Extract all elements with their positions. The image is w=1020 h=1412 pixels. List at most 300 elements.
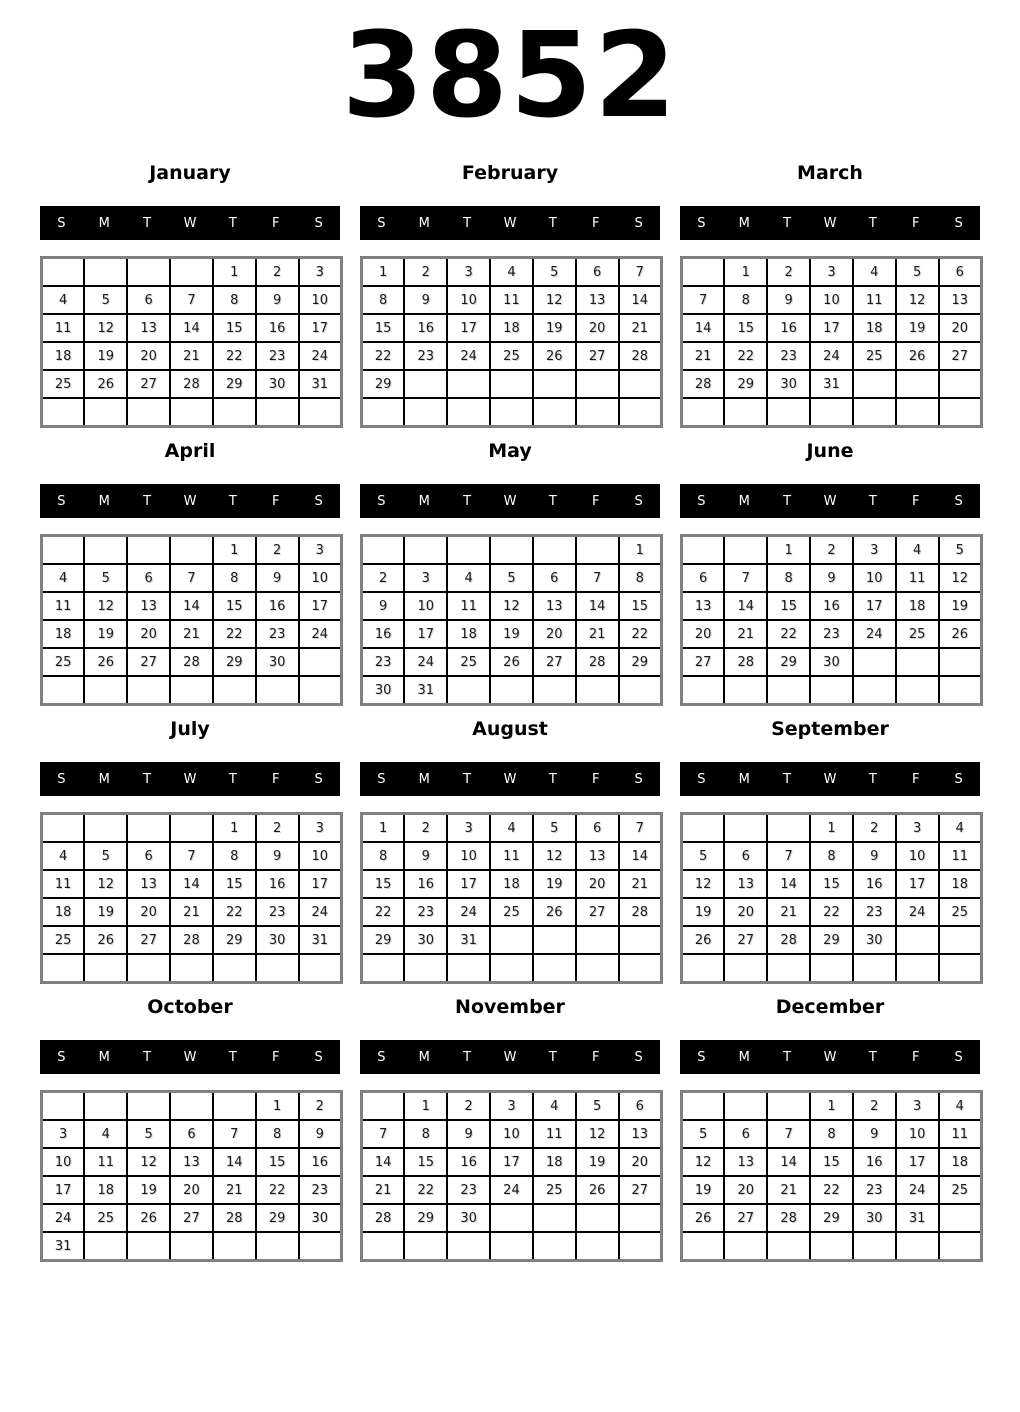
month-day-grid [360, 1090, 663, 1262]
week-row [42, 592, 342, 620]
day-cell: 27 [576, 898, 619, 926]
day-cell: 12 [682, 1148, 725, 1176]
day-cell: 18 [896, 592, 939, 620]
month-title: December [775, 996, 885, 1018]
week-row [42, 842, 342, 870]
day-cell [619, 370, 662, 398]
day-cell [767, 814, 810, 843]
day-cell: 15 [256, 1148, 299, 1176]
week-row [682, 398, 982, 427]
day-cell: 1 [404, 1092, 447, 1121]
day-cell: 25 [533, 1176, 576, 1204]
weekday-label: F [271, 771, 280, 787]
day-cell: 15 [404, 1148, 447, 1176]
week-row [682, 842, 982, 870]
day-cell: 15 [810, 1148, 853, 1176]
weekday-label: S [57, 771, 66, 787]
day-cell [896, 648, 939, 676]
day-cell: 30 [256, 370, 299, 398]
month-title: August [472, 718, 548, 740]
weekday-label: S [634, 771, 643, 787]
week-row [682, 648, 982, 676]
month-day-grid [40, 1090, 343, 1262]
month-day-grid [680, 812, 983, 984]
day-cell: 2 [404, 258, 447, 287]
day-cell: 15 [362, 870, 405, 898]
week-row [362, 592, 662, 620]
day-cell: 23 [256, 620, 299, 648]
day-cell: 27 [619, 1176, 662, 1204]
day-cell: 28 [767, 926, 810, 954]
weekday-label: S [954, 1049, 963, 1065]
day-cell: 11 [447, 592, 490, 620]
day-cell: 16 [256, 870, 299, 898]
day-cell: 15 [213, 870, 256, 898]
day-cell [84, 1232, 127, 1261]
day-cell: 30 [256, 926, 299, 954]
day-cell: 24 [447, 342, 490, 370]
month-block [680, 150, 980, 428]
weekday-label: F [591, 493, 600, 509]
day-cell [724, 398, 767, 427]
week-row [362, 1148, 662, 1176]
day-cell [939, 926, 982, 954]
day-cell: 19 [682, 1176, 725, 1204]
day-cell: 23 [853, 1176, 896, 1204]
weekday-label: W [503, 771, 517, 787]
day-cell [682, 1232, 725, 1261]
month-block [680, 706, 980, 984]
weekday-header [40, 484, 340, 518]
day-cell: 23 [362, 648, 405, 676]
weekday-label: T [143, 771, 152, 787]
weekday-label: S [697, 1049, 706, 1065]
day-cell [619, 1232, 662, 1261]
day-cell: 26 [84, 926, 127, 954]
day-cell: 3 [810, 258, 853, 287]
day-cell: 27 [576, 342, 619, 370]
day-cell: 10 [299, 842, 342, 870]
day-cell [490, 536, 533, 565]
month-block [680, 428, 980, 706]
weekday-label: S [634, 1049, 643, 1065]
day-cell: 17 [299, 592, 342, 620]
day-cell: 4 [42, 286, 85, 314]
day-cell: 14 [576, 592, 619, 620]
day-cell: 27 [127, 926, 170, 954]
day-cell [256, 1232, 299, 1261]
day-cell: 1 [810, 814, 853, 843]
day-cell [170, 536, 213, 565]
day-cell: 4 [490, 258, 533, 287]
weekday-label: F [591, 771, 600, 787]
day-cell: 16 [256, 592, 299, 620]
day-cell: 20 [724, 898, 767, 926]
day-cell: 6 [576, 814, 619, 843]
weekday-label: W [503, 493, 517, 509]
weekday-label: W [823, 771, 837, 787]
day-cell [213, 954, 256, 983]
day-cell: 19 [490, 620, 533, 648]
day-cell [619, 926, 662, 954]
day-cell [447, 676, 490, 705]
day-cell [533, 954, 576, 983]
month-day-grid [40, 812, 343, 984]
day-cell: 10 [404, 592, 447, 620]
day-cell: 2 [853, 814, 896, 843]
day-cell: 23 [256, 342, 299, 370]
day-cell [362, 954, 405, 983]
weekday-label: W [823, 1049, 837, 1065]
day-cell: 22 [404, 1176, 447, 1204]
day-cell: 1 [213, 814, 256, 843]
day-cell [619, 676, 662, 705]
day-cell: 25 [84, 1204, 127, 1232]
day-cell: 23 [447, 1176, 490, 1204]
weekday-label: M [738, 771, 750, 787]
day-cell: 3 [896, 1092, 939, 1121]
day-cell: 24 [42, 1204, 85, 1232]
day-cell: 17 [853, 592, 896, 620]
day-cell [447, 398, 490, 427]
week-row [42, 536, 342, 565]
day-cell [490, 1204, 533, 1232]
day-cell: 29 [619, 648, 662, 676]
day-cell: 1 [619, 536, 662, 565]
day-cell: 3 [490, 1092, 533, 1121]
day-cell: 10 [896, 1120, 939, 1148]
week-row [362, 954, 662, 983]
day-cell: 11 [896, 564, 939, 592]
month-day-grid [360, 256, 663, 428]
day-cell: 21 [682, 342, 725, 370]
day-cell: 9 [853, 1120, 896, 1148]
weekday-label: T [463, 1049, 472, 1065]
day-cell [127, 676, 170, 705]
day-cell: 4 [896, 536, 939, 565]
day-cell [447, 954, 490, 983]
day-cell: 9 [256, 564, 299, 592]
weekday-label: T [548, 771, 557, 787]
day-cell: 12 [576, 1120, 619, 1148]
weekday-header [680, 1040, 980, 1074]
day-cell: 27 [170, 1204, 213, 1232]
day-cell: 24 [447, 898, 490, 926]
month-day-grid [680, 534, 983, 706]
day-cell: 16 [853, 1148, 896, 1176]
weekday-label: W [503, 1049, 517, 1065]
day-cell: 24 [299, 342, 342, 370]
month-title: May [488, 440, 532, 462]
week-row [682, 1120, 982, 1148]
day-cell [810, 954, 853, 983]
day-cell: 24 [404, 648, 447, 676]
week-row [682, 1204, 982, 1232]
day-cell: 4 [84, 1120, 127, 1148]
day-cell: 14 [170, 870, 213, 898]
week-row [362, 536, 662, 565]
day-cell: 27 [682, 648, 725, 676]
weekday-label: S [954, 493, 963, 509]
weekday-label: S [634, 215, 643, 231]
week-row [42, 870, 342, 898]
day-cell [490, 370, 533, 398]
day-cell: 22 [213, 898, 256, 926]
day-cell: 20 [682, 620, 725, 648]
day-cell: 28 [619, 898, 662, 926]
day-cell [256, 676, 299, 705]
day-cell: 9 [256, 842, 299, 870]
day-cell: 12 [84, 314, 127, 342]
day-cell: 14 [619, 842, 662, 870]
day-cell: 10 [299, 286, 342, 314]
day-cell: 18 [853, 314, 896, 342]
week-row [42, 314, 342, 342]
weekday-label: T [463, 493, 472, 509]
day-cell: 17 [447, 314, 490, 342]
week-row [42, 1204, 342, 1232]
day-cell: 25 [42, 648, 85, 676]
day-cell: 26 [84, 370, 127, 398]
day-cell [170, 1232, 213, 1261]
day-cell: 19 [84, 342, 127, 370]
day-cell: 30 [853, 926, 896, 954]
day-cell: 11 [490, 286, 533, 314]
day-cell [42, 536, 85, 565]
day-cell [84, 536, 127, 565]
day-cell: 12 [533, 286, 576, 314]
day-cell: 13 [682, 592, 725, 620]
day-cell: 21 [619, 314, 662, 342]
day-cell: 20 [127, 342, 170, 370]
day-cell: 8 [362, 842, 405, 870]
day-cell: 28 [682, 370, 725, 398]
day-cell: 12 [127, 1148, 170, 1176]
weekday-label: S [377, 215, 386, 231]
day-cell: 23 [810, 620, 853, 648]
day-cell: 22 [256, 1176, 299, 1204]
month-title: November [455, 996, 565, 1018]
weekday-label: S [57, 1049, 66, 1065]
day-cell: 11 [939, 1120, 982, 1148]
day-cell [362, 536, 405, 565]
day-cell: 4 [939, 1092, 982, 1121]
weekday-label: T [868, 771, 877, 787]
day-cell [576, 676, 619, 705]
month-title: September [771, 718, 889, 740]
day-cell [42, 258, 85, 287]
day-cell [682, 676, 725, 705]
day-cell: 8 [810, 842, 853, 870]
weekday-label: T [463, 771, 472, 787]
day-cell: 15 [767, 592, 810, 620]
day-cell: 14 [619, 286, 662, 314]
month-block [680, 984, 980, 1262]
day-cell: 30 [810, 648, 853, 676]
day-cell: 2 [362, 564, 405, 592]
day-cell: 23 [256, 898, 299, 926]
day-cell [170, 398, 213, 427]
week-row [362, 258, 662, 287]
day-cell: 23 [404, 342, 447, 370]
week-row [42, 1176, 342, 1204]
day-cell: 20 [619, 1148, 662, 1176]
day-cell: 19 [84, 620, 127, 648]
week-row [42, 898, 342, 926]
week-row [362, 1176, 662, 1204]
day-cell [490, 398, 533, 427]
week-row [42, 1148, 342, 1176]
day-cell: 30 [404, 926, 447, 954]
weekday-label: S [697, 493, 706, 509]
day-cell [533, 926, 576, 954]
day-cell: 19 [127, 1176, 170, 1204]
day-cell [576, 1232, 619, 1261]
day-cell [127, 536, 170, 565]
day-cell: 5 [84, 842, 127, 870]
day-cell: 2 [299, 1092, 342, 1121]
week-row [362, 870, 662, 898]
day-cell: 10 [490, 1120, 533, 1148]
day-cell: 14 [682, 314, 725, 342]
day-cell [84, 954, 127, 983]
day-cell: 9 [447, 1120, 490, 1148]
day-cell [896, 676, 939, 705]
day-cell: 23 [404, 898, 447, 926]
day-cell [533, 1204, 576, 1232]
day-cell: 9 [362, 592, 405, 620]
week-row [682, 870, 982, 898]
day-cell: 22 [362, 342, 405, 370]
weekday-label: F [271, 493, 280, 509]
day-cell: 27 [533, 648, 576, 676]
month-day-grid [40, 256, 343, 428]
day-cell: 24 [810, 342, 853, 370]
week-row [682, 370, 982, 398]
day-cell [767, 954, 810, 983]
day-cell: 26 [127, 1204, 170, 1232]
day-cell: 16 [362, 620, 405, 648]
weekday-header [40, 1040, 340, 1074]
day-cell: 6 [619, 1092, 662, 1121]
weekday-label: T [783, 1049, 792, 1065]
day-cell: 13 [127, 314, 170, 342]
day-cell: 26 [682, 1204, 725, 1232]
day-cell: 7 [170, 842, 213, 870]
day-cell: 6 [682, 564, 725, 592]
day-cell [213, 1232, 256, 1261]
day-cell: 22 [724, 342, 767, 370]
month-block [360, 428, 660, 706]
weekday-label: T [783, 771, 792, 787]
day-cell [853, 676, 896, 705]
weekday-label: M [98, 1049, 110, 1065]
weekday-label: M [738, 1049, 750, 1065]
day-cell: 5 [127, 1120, 170, 1148]
day-cell [256, 398, 299, 427]
day-cell: 11 [939, 842, 982, 870]
day-cell: 12 [84, 592, 127, 620]
day-cell: 14 [767, 1148, 810, 1176]
day-cell: 20 [170, 1176, 213, 1204]
day-cell: 6 [533, 564, 576, 592]
day-cell: 1 [256, 1092, 299, 1121]
day-cell: 2 [404, 814, 447, 843]
week-row [42, 620, 342, 648]
day-cell: 19 [533, 314, 576, 342]
day-cell: 24 [896, 1176, 939, 1204]
week-row [682, 954, 982, 983]
day-cell [404, 398, 447, 427]
month-block [360, 706, 660, 984]
day-cell [896, 954, 939, 983]
day-cell: 25 [896, 620, 939, 648]
day-cell: 5 [490, 564, 533, 592]
day-cell: 18 [939, 1148, 982, 1176]
day-cell: 3 [299, 814, 342, 843]
weekday-label: S [954, 215, 963, 231]
weekday-label: M [418, 771, 430, 787]
day-cell [724, 1232, 767, 1261]
day-cell [682, 398, 725, 427]
day-cell: 18 [447, 620, 490, 648]
weekday-label: S [314, 771, 323, 787]
weekday-label: F [271, 215, 280, 231]
day-cell: 14 [362, 1148, 405, 1176]
day-cell [299, 398, 342, 427]
month-day-grid [680, 1090, 983, 1262]
day-cell: 16 [299, 1148, 342, 1176]
day-cell: 4 [42, 842, 85, 870]
day-cell: 29 [362, 370, 405, 398]
day-cell [576, 954, 619, 983]
week-row [682, 258, 982, 287]
day-cell: 21 [724, 620, 767, 648]
month-title: February [461, 162, 559, 184]
day-cell: 24 [299, 898, 342, 926]
day-cell: 29 [724, 370, 767, 398]
day-cell: 30 [767, 370, 810, 398]
week-row [362, 676, 662, 705]
weekday-label: S [377, 771, 386, 787]
week-row [362, 342, 662, 370]
week-row [682, 814, 982, 843]
day-cell: 6 [170, 1120, 213, 1148]
week-row [362, 648, 662, 676]
day-cell [127, 1092, 170, 1121]
month-title: July [170, 718, 210, 740]
day-cell: 10 [447, 842, 490, 870]
day-cell [576, 926, 619, 954]
day-cell: 25 [42, 370, 85, 398]
week-row [362, 564, 662, 592]
weekday-label: M [738, 215, 750, 231]
day-cell: 13 [939, 286, 982, 314]
day-cell [896, 926, 939, 954]
day-cell: 18 [533, 1148, 576, 1176]
month-title: March [797, 162, 863, 184]
day-cell: 2 [853, 1092, 896, 1121]
day-cell: 14 [213, 1148, 256, 1176]
weekday-header [360, 484, 660, 518]
week-row [362, 814, 662, 843]
week-row [42, 676, 342, 705]
day-cell [362, 1232, 405, 1261]
day-cell [404, 370, 447, 398]
weekday-label: M [418, 1049, 430, 1065]
day-cell: 5 [533, 814, 576, 843]
day-cell [896, 1232, 939, 1261]
